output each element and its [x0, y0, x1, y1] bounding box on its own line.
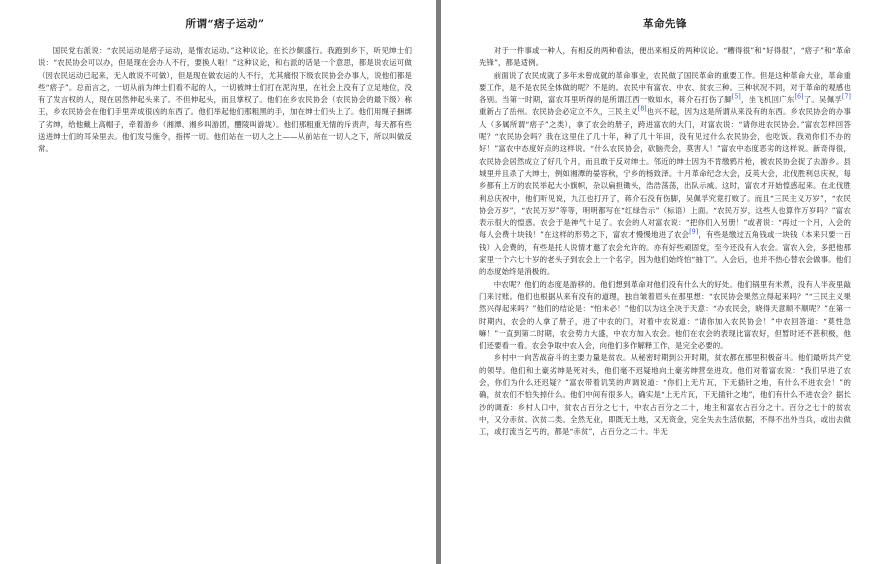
- body-paragraph: 国民党右派说：“农民运动是痞子运动，是惰农运动。”这种议论，在长沙颇盛行。我跑到乡下，听见绅士们说：“农民协会可以办，但是现在会办人不行，要换人啦！”这种议论，和右派的话是一个意思，都是说农运可做（因农民运动已起来，无人敢说不可做），但是现在做农运的人不行，尤其痛恨下级农民协会办事人，说他们都是些“痞子”。总而言之，一切从前为绅士们看不起的人，一切被绅士们打在泥沟里，在社会上没有了立足地位，没有了发言权的人，现在居然伸起头来了。不但伸起头，而且掌权了。他们在乡农民协会（农民协会的最下级）称王，乡农民协会在他们手里弄成很凶的东西了。他们举起他们那粗黑的手，加在绅士们头上了。他们用绳子捆绑了劣绅，给他戴上高帽子，牵着游乡（湘潭、湘乡叫游团，醴陵叫游垅）。他们那粗重无情的斥责声，每天都有些送进绅士们的耳朵里去。他们发号施令，指挥一切。他们站在一切人之上——从前站在一切人之下，所以叫做反常。: [38, 46, 412, 154]
- body-paragraph: 乡村中一向苦战奋斗的主要力量是贫农。从秘密时期到公开时期，贫农都在那里积极奋斗。他们最听共产党的领导。他们和土豪劣绅是死对头，他们毫不迟疑地向土豪劣绅营垒进攻。他们对着富农说：“我们早进了农会，你们为什么还迟疑？”富农带着讥笑的声调说道：“你们上无片瓦，下无插针之地，有什么不进农会！”的确，贫农们不怕失掉什么。他们中间有很多人，确实是“上无片瓦，下无插针之地”，他们有什么不进农会？据长沙的调查：乡村人口中，贫农占百分之七十，中农占百分之二十，地主和富农占百分之十。百分之七十的贫农中，又分赤贫、次贫二类。全然无业，即既无土地，又无资金，完全失去生活依据，不得不出外当兵，或出去做工，或打流当乞丐的，都是“赤贫”，占百分之二十。半无: [479, 353, 851, 437]
- footnote-link[interactable]: [6]: [794, 93, 804, 101]
- footnote-link[interactable]: [9]: [689, 228, 699, 236]
- page-title: 所谓“痞子运动”: [185, 18, 265, 30]
- footnote-link[interactable]: [5]: [731, 93, 741, 101]
- body-paragraph: 前面说了农民成就了多年未曾成就的革命事业，农民做了国民革命的重要工作。但是这种革命大业，革命重要工作，是不是农民全体做的呢？不是的。农民中有富农、中农、贫农三种。三种状况不同，对于革命的观感也各别。当第一时期，富农耳里听得的是所谓江西一败如水，蒋介石打伤了脚[5]，坐飞机回广东[6]了。吴佩孚[7]重新占了岳州。农民协会必定立不久，三民主义[8]也兴不起，因为这是所谓从来没有的东西。乡农民协会的办事人（多属所谓“痞子”之类），拿了农会的册子，跨进富农的大门，对富农说：“请你进农民协会。”富农怎样回答呢？“农民协会吗？我在这里住了几十年，种了几十年田，没有见过什么农民协会，也吃饭。我劝你们不办的好！”富农中态度好点的这样说。“什么农民协会，砍脑壳会，莫害人！”富农中态度恶劣的这样说。新奇得很，农民协会居然成立了好几个月，而且敢于反对绅士。邻近的绅士因为不肯缴鸦片枪，被农民协会捉了去游乡。县城里并且杀了大绅士，例如湘潭的晏容秋，宁乡的杨致泽。十月革命纪念大会，反英大会，北伐胜利总庆祝，每乡都有上万的农民举起大小旗帜，杂以扁担锄头，浩浩荡荡，出队示威。这时，富农才开始惶惑起来。在北伐胜利总庆祝中，他们听见说，九江也打开了，蒋介石没有伤脚，吴佩孚究竟打败了。而且“三民主义万岁”，“农民协会万岁”，“农民万岁”等等，明明都写在“红绿告示”（标语）上面。“农民万岁，这些人也算作万岁吗？”富农表示很大的惶惑。农会于是神气十足了。农会的人对富农说：“把你们入另册！”或者说：“再过一个月，入会的每人会费十块钱！”在这样的形势之下，富农才慢慢地进了农会[9]，有些是缴过五角钱或一块钱（本来只要一百钱）入会费的，有些是托人说情才邀了农会允许的。亦有好些顽固党，至今还没有入农会。富农入会，多把他那家里一个六七十岁的老头子到农会上一个名字，因为他们始终怕“抽丁”。入会后，也并不热心替农会做事。他们的态度始终是消极的。: [479, 70, 851, 277]
- page-title: 革命先锋: [643, 18, 687, 30]
- body-paragraph: 对于一件事或一种人，有相反的两种看法，便出来相反的两种议论。“糟得很”和“好得很”，“痞子”和“革命先锋”，都是适例。: [479, 46, 851, 68]
- footnote-link[interactable]: [7]: [842, 93, 851, 101]
- footnote-link[interactable]: [8]: [637, 106, 647, 114]
- right-page: [441, 0, 877, 564]
- left-page: [0, 0, 436, 564]
- body-paragraph: 中农呢？他们的态度是游移的。他们想到革命对他们没有什么大的好处。他们锅里有米煮，没有人半夜里敲门来讨账。他们也根据从来有没有的道理，独自皱着眉头在那里想：“农民协会果然立得起来吗？”“三民主义果然兴得起来吗？”他们的结论是：“怕未必！”他们以为这全决于天意：“办农民会，晓得天意顺不顺呢？”在第一时期内，农会的人拿了册子，进了中农的门，对着中农说道：“请你加入农民协会！”中农回答道：“莫性急嘛！”一直到第二时期，农会势力大盛，中农方加入农会。他们在农会的表现比富农好，但暂时还不甚积极，他们还要看一看。农会争取中农入会，向他们多作解释工作，是完全必要的。: [479, 279, 851, 351]
